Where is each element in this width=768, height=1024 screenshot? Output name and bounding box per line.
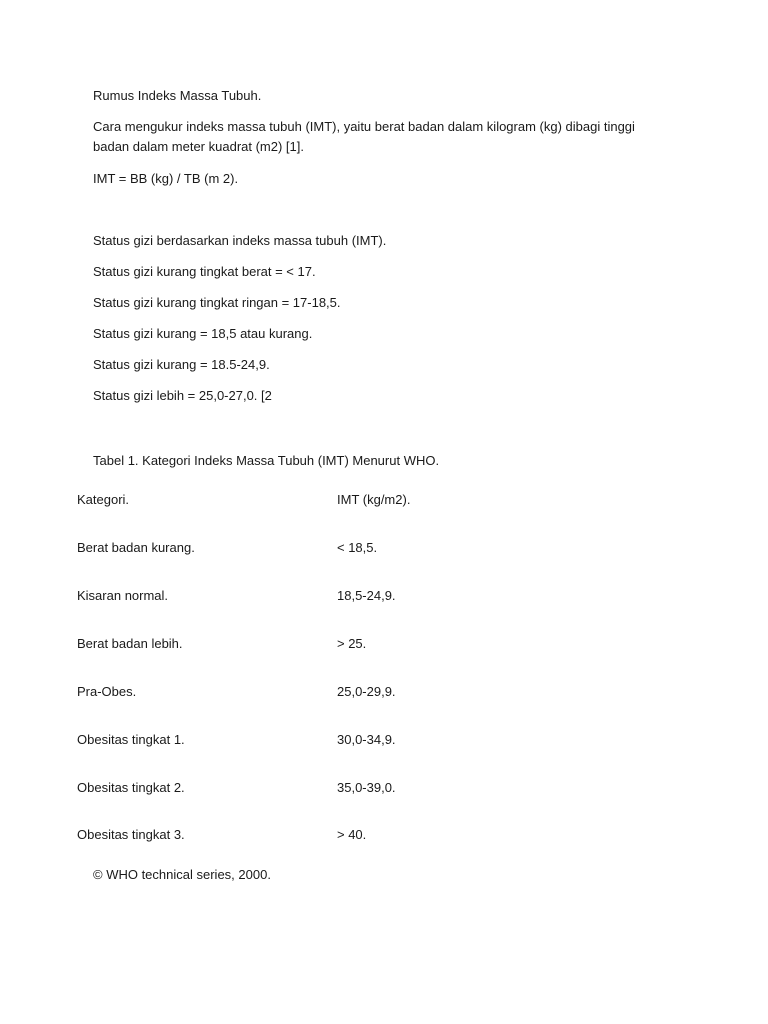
table-caption: Tabel 1. Kategori Indeks Massa Tubuh (IMT) Menurut WHO. (93, 453, 440, 468)
formula-description: Cara mengukur indeks massa tubuh (IMT), yaitu berat badan dalam kilogram (kg) dibagi tinggi badan dalam meter kuadrat (m2) [1]. (93, 119, 635, 154)
status-item: Status gizi kurang tingkat berat = < 17. (93, 264, 316, 279)
cell-imt: 30,0-34,9. (337, 732, 396, 747)
table-row (77, 730, 677, 750)
cell-imt: 25,0-29,9. (337, 684, 396, 699)
cell-imt: > 40. (337, 827, 367, 842)
cell-category: Obesitas tingkat 2. (77, 780, 185, 795)
section-heading-status: Status gizi berdasarkan indeks massa tubuh (IMT). (93, 233, 387, 248)
status-item: Status gizi kurang = 18,5 atau kurang. (93, 326, 313, 341)
status-item: Status gizi lebih = 25,0-27,0. [2 (93, 388, 272, 403)
table-row (77, 586, 677, 606)
cell-category: Kisaran normal. (77, 588, 169, 603)
cell-imt: 18,5-24,9. (337, 588, 396, 603)
cell-imt: 35,0-39,0. (337, 780, 396, 795)
status-item: Status gizi kurang tingkat ringan = 17-18,5. (93, 295, 341, 310)
cell-imt: > 25. (337, 636, 367, 651)
table-row (77, 825, 677, 845)
table-header-row (77, 490, 677, 510)
table-row (77, 778, 677, 798)
cell-category: Berat badan lebih. (77, 636, 183, 651)
cell-imt: < 18,5. (337, 540, 378, 555)
status-item: Status gizi kurang = 18.5-24,9. (93, 357, 270, 372)
table-source: © WHO technical series, 2000. (93, 867, 271, 882)
cell-category: Pra-Obes. (77, 684, 137, 699)
cell-category: Berat badan kurang. (77, 540, 195, 555)
section-heading-formula: Rumus Indeks Massa Tubuh. (93, 88, 262, 103)
cell-category: Obesitas tingkat 3. (77, 827, 185, 842)
cell-category: Obesitas tingkat 1. (77, 732, 185, 747)
table-row (77, 634, 677, 654)
table-row (77, 538, 677, 558)
header-category: Kategori. (77, 492, 130, 507)
formula-text: IMT = BB (kg) / TB (m 2). (93, 171, 239, 186)
table-row (77, 682, 677, 702)
header-imt: IMT (kg/m2). (337, 492, 411, 507)
